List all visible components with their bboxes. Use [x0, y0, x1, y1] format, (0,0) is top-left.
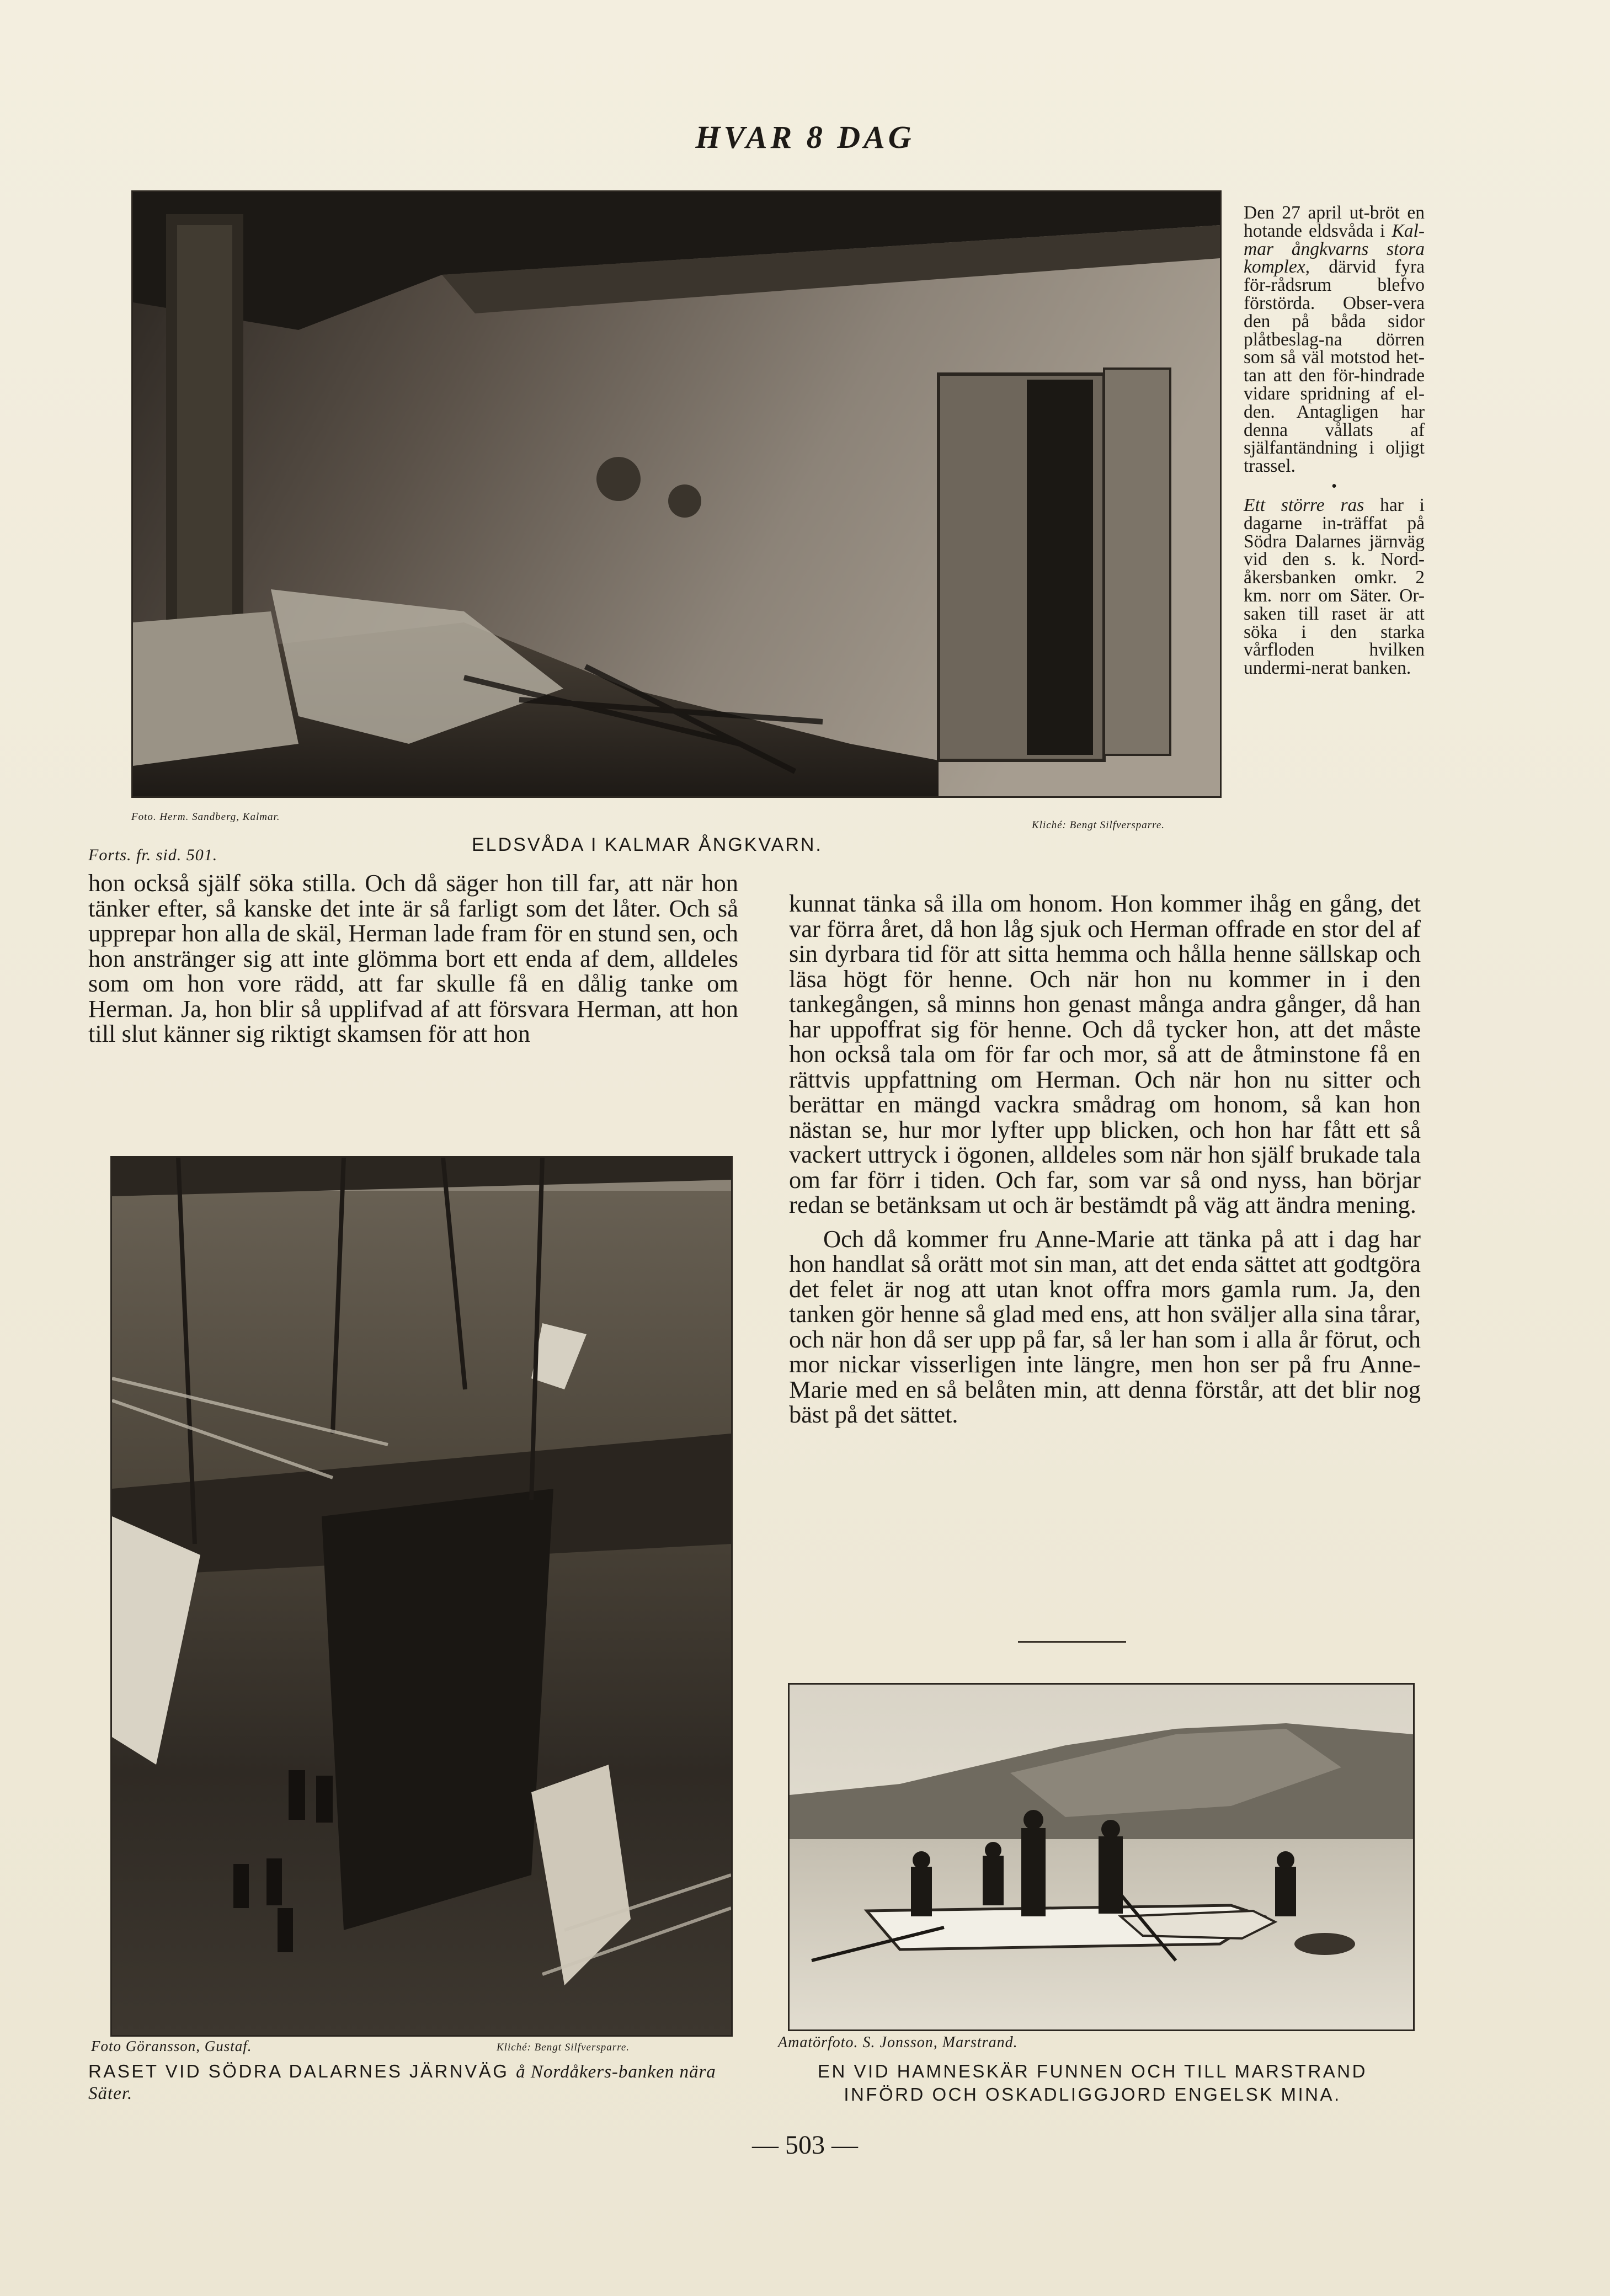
cliche-credit: Kliché: Bengt Silfversparre. [497, 2042, 630, 2053]
side-p1-rest: därvid fyra för-rådsrum blefvo förstörda. Obser-vera den på båda sidor plåtbeslag-na dörren som så väl motstod het-tan att den för-hindrade vidare spridning af el-den. Antagligen har denna vållats af själfantändning i oljigt trassel. [1244, 257, 1425, 477]
photo-caption: RASET VID SÖDRA DALARNES JÄRNVÄG å Nordåkers-banken nära Säter. [88, 2061, 716, 2103]
photo-landslide [110, 1156, 733, 2037]
paragraph: Och då kommer fru Anne-Marie att tänka på att i dag har hon handlat så orätt mot sin man, att det enda sättet att godtgöra det felet är nog att utan knot offra mors gamla rum. Ja, den tanken gör henne så glad med ens, att hon sväljer alla sina tårar, och när hon då ser upp på far, så ler han som i alla år förut, och mor nickar visserligen inte längre, men hon ser på fru Anne-Marie med en så belåten min, att denna förstår, att det blir nog bäst på det sättet. [789, 1224, 1421, 1428]
section-rule [1018, 1641, 1126, 1643]
photo-credit: Amatörfoto. S. Jonsson, Marstrand. [778, 2034, 1018, 2051]
right-article-text [789, 891, 1421, 1427]
separator-bullet: • [1331, 477, 1337, 495]
photo-caption: ELDSVÅDA I KALMAR ÅNGKVARN. [472, 834, 823, 855]
paragraph: kunnat tänka så illa om honom. Hon kommer ihåg en gång, det var förra året, då hon låg sjuk och Herman offrade en stor del af sin dyrbara tid för att sitta hemma och hålla henne sällskap och läsa högt för henne. Och när hon nu kommer in i den tankegången, så minns hon genast många andra gånger, då han har uppoffrat sig för henne. Och då tycker hon, att det måste hon också tala om för far och mor, så att de åtminstone få en rättvis uppfattning om Herman. Och när hon nu sitter och berättar en mängd vackra smådrag om honom, så kan hon nästan se, hur mor lyfter upp blicken, och hon har fått ett så vackert uttryck i ögonen, alldeles som när hon själf brukade tala om far förr i tiden. Och far, som var så ond nyss, han börjar redan se betänksam ut och är bestämdt på väg att ändra mening. [789, 889, 1421, 1218]
page-number: — 503 — [752, 2130, 858, 2160]
side-p2-rest: har i dagarne in-träffat på Södra Dalarnes järnväg vid den s. k. Nord-åkersbanken omkr. 2 km. norr om Säter. Or-saken till raset är att söka i den starka vårfloden hvilken undermi-nerat banken. [1244, 494, 1425, 679]
page-header: HVAR 8 DAG [695, 119, 915, 155]
photo-caption: EN VID HAMNESKÄR FUNNEN OCH TILL MARSTRAND INFÖRD OCH OSKADLIGGJORD ENGELSK MINA. [818, 2061, 1367, 2105]
photo-credit: Foto. Herm. Sandberg, Kalmar. [131, 811, 280, 823]
side-p2-em: Ett större ras [1244, 494, 1364, 515]
continued-from: Forts. fr. sid. 501. [88, 846, 218, 864]
photo-mill-fire [131, 190, 1222, 798]
cliche-credit: Kliché: Bengt Silfversparre. [1032, 819, 1165, 831]
side-p1-start: Den 27 april ut-bröt en hotande eldsvåda i [1244, 203, 1425, 241]
photo-credit: Foto Göransson, Gustaf. [91, 2038, 252, 2054]
photo-sea-mine [788, 1683, 1415, 2031]
side-p1-em: Kal-mar ångkvarns stora komplex, [1244, 220, 1425, 278]
side-news-column [1244, 204, 1425, 678]
left-article-text: hon också själf söka stilla. Och då säger hon till far, att när hon tänker efter, så kanske det inte är så farligt som det låter. Och så upprepar hon alla de skäl, Herman lade fram för en stund sen, och hon anstränger sig att inte glömma bort ett enda af dem, alldeles som om hon vore rädd, att far skulle få en dålig tanke om Herman. Ja, hon blir så upplifvad af att försvara Herman, att hon till slut känner sig riktigt skamsen för att hon [88, 869, 738, 1047]
